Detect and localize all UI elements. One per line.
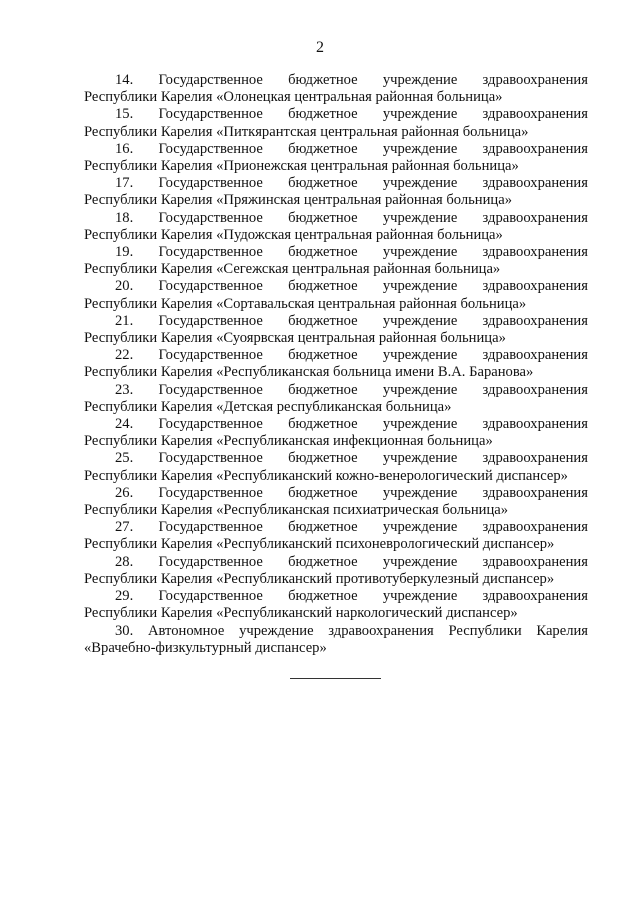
list-item-line1: [84, 382, 588, 399]
list-item-word: Государственное: [158, 140, 263, 157]
list-item-word: Государственное: [158, 484, 263, 501]
list-item-word: учреждение: [382, 209, 458, 226]
list-item-word: Государственное: [158, 416, 263, 433]
list-item-word: учреждение: [382, 106, 458, 123]
list-item-line1: [84, 416, 588, 433]
list-item-word: здравоохранения: [482, 347, 588, 364]
list-item-number: 16.: [115, 140, 134, 157]
list-item-line2: Республики Карелия «Республиканская больница имени В.А. Баранова»: [84, 364, 534, 381]
list-item-line2: Республики Карелия «Пряжинская центральная районная больница»: [84, 192, 512, 209]
list-item: [84, 382, 588, 416]
list-item-number: 23.: [115, 381, 134, 398]
list-item-word: учреждение: [382, 381, 458, 398]
list-item-number: 26.: [115, 484, 134, 501]
list-item-word: бюджетное: [288, 244, 358, 261]
list-item-word: здравоохранения: [482, 312, 588, 329]
list-item: [84, 106, 588, 140]
list-item: [84, 347, 588, 381]
list-item-line1: [84, 141, 588, 158]
list-item-word: здравоохранения: [482, 106, 588, 123]
list-item-word: учреждение: [382, 519, 458, 536]
list-item-word: бюджетное: [288, 140, 358, 157]
list-item-word: учреждение: [382, 347, 458, 364]
list-item: [84, 313, 588, 347]
list-item-line2: Республики Карелия «Олонецкая центральная районная больница»: [84, 89, 503, 106]
list-item-word: Государственное: [158, 347, 263, 364]
list-item-line2: Республики Карелия «Сортавальская центральная районная больница»: [84, 295, 527, 312]
list-item-number: 24.: [115, 416, 134, 433]
list-item: [84, 588, 588, 622]
list-item-line2: Республики Карелия «Республиканский наркологический диспансер»: [84, 605, 518, 622]
list-item-line2: Республики Карелия «Республиканская психиатрическая больница»: [84, 502, 509, 519]
list-item-word: здравоохранения: [482, 278, 588, 295]
list-item-word: учреждение: [382, 484, 458, 501]
list-item: [84, 175, 588, 209]
list-item-number: 20.: [115, 278, 134, 295]
list-item-word: Государственное: [158, 72, 263, 88]
list-item-word: Государственное: [158, 278, 263, 295]
list-item-word: здравоохранения: [482, 244, 588, 261]
list-item-word: здравоохранения: [482, 519, 588, 536]
list-item-word: бюджетное: [288, 175, 358, 192]
list-item-number: 28.: [115, 553, 134, 570]
list-item-number: 15.: [115, 106, 134, 123]
list-item-word: бюджетное: [288, 588, 358, 605]
list-item-word: Государственное: [158, 450, 263, 467]
list-item-word: учреждение: [382, 450, 458, 467]
list-item-line2: Республики Карелия «Детская республиканская больница»: [84, 398, 452, 415]
list-item-line1: [84, 175, 588, 192]
list-item-word: учреждение: [382, 244, 458, 261]
list-item-word: здравоохранения: [482, 72, 588, 88]
list-item-word: Государственное: [158, 209, 263, 226]
list-item-30: [84, 623, 588, 657]
list-item: [84, 141, 588, 175]
list-item-line1: [84, 106, 588, 123]
list-item-number: 18.: [115, 209, 134, 226]
list-item-word: учреждение: [382, 416, 458, 433]
list-item-word: бюджетное: [288, 484, 358, 501]
list-item-word: Государственное: [158, 381, 263, 398]
list-item-line2: Республики Карелия «Питкярантская центральная районная больница»: [84, 123, 529, 140]
list-item-word: учреждение: [382, 312, 458, 329]
list-item-word: учреждение: [382, 553, 458, 570]
list-item-line1: [84, 519, 588, 536]
list-item-word: бюджетное: [288, 312, 358, 329]
list-item-line1: [84, 72, 588, 89]
list-item-word: учреждение: [382, 278, 458, 295]
list-item-line2: Республики Карелия «Республиканская инфекционная больница»: [84, 433, 493, 450]
list-item-word: здравоохранения: [482, 175, 588, 192]
list-item-word: бюджетное: [288, 450, 358, 467]
list-item-word: бюджетное: [288, 106, 358, 123]
list-item-line1: [84, 485, 588, 502]
list-item-line1: [84, 588, 588, 605]
list-item-line1: [84, 278, 588, 295]
list-item-number: 14.: [115, 72, 134, 88]
list-item-number: 22.: [115, 347, 134, 364]
list-item-line2: Республики Карелия «Республиканский кожно-венерологический диспансер»: [84, 467, 568, 484]
list-item-word: Государственное: [158, 519, 263, 536]
list-item-word: Государственное: [158, 106, 263, 123]
list-item: [84, 554, 588, 588]
list-item-word: здравоохранения: [482, 140, 588, 157]
list-item-word: Государственное: [158, 553, 263, 570]
list-item-line1: [84, 347, 588, 364]
end-divider: [290, 678, 381, 679]
list-item-number: 19.: [115, 244, 134, 261]
list-item-line1: [84, 313, 588, 330]
list-item-word: бюджетное: [288, 381, 358, 398]
list-item-line2: Республики Карелия «Пудожская центральная районная больница»: [84, 226, 503, 243]
list-item: [84, 210, 588, 244]
list-item-line2: «Врачебно-физкультурный диспансер»: [84, 639, 327, 656]
list-item-word: учреждение: [382, 72, 458, 88]
list-item-word: бюджетное: [288, 278, 358, 295]
list-item-word: учреждение: [382, 588, 458, 605]
list-item-word: здравоохранения: [482, 416, 588, 433]
list-item-word: здравоохранения: [482, 450, 588, 467]
list-item-word: Государственное: [158, 588, 263, 605]
list-item-line1: [84, 450, 588, 467]
list-item-line2: Республики Карелия «Республиканский психоневрологический диспансер»: [84, 536, 555, 553]
list-item-number: 25.: [115, 450, 134, 467]
list-item-word: бюджетное: [288, 347, 358, 364]
list-item: [84, 244, 588, 278]
list-item: [84, 416, 588, 450]
list-item-word: Государственное: [158, 312, 263, 329]
list-item-word: здравоохранения: [482, 209, 588, 226]
list-item-line2: Республики Карелия «Суоярвская центральная районная больница»: [84, 330, 506, 347]
list-item-line2: Республики Карелия «Прионежская центральная районная больница»: [84, 158, 519, 175]
list-item: [84, 278, 588, 312]
list-item-word: учреждение: [382, 140, 458, 157]
list-item-word: бюджетное: [288, 519, 358, 536]
list-item-number: 17.: [115, 175, 134, 192]
list-item-number: 29.: [115, 588, 134, 605]
list-item-line2: Республики Карелия «Сегежская центральная районная больница»: [84, 261, 501, 278]
list-item-word: здравоохранения: [482, 484, 588, 501]
page-number: 2: [316, 39, 324, 56]
list-item-word: здравоохранения: [482, 381, 588, 398]
list-item-word: Государственное: [158, 175, 263, 192]
list-item-word: здравоохранения: [482, 553, 588, 570]
institution-list: [84, 72, 588, 657]
list-item-line1: [84, 244, 588, 261]
list-item-word: здравоохранения: [482, 588, 588, 605]
list-item: [84, 450, 588, 484]
list-item-text: 30. Автономное учреждение здравоохранения Республики Карелия: [115, 622, 588, 639]
list-item: [84, 72, 588, 106]
list-item-word: бюджетное: [288, 209, 358, 226]
list-item-word: бюджетное: [288, 72, 358, 88]
list-item-line1: [84, 554, 588, 571]
list-item-line1: [84, 210, 588, 227]
list-item-word: бюджетное: [288, 416, 358, 433]
list-item-number: 21.: [115, 312, 134, 329]
list-item-word: учреждение: [382, 175, 458, 192]
list-item-word: бюджетное: [288, 553, 358, 570]
list-item-line2: Республики Карелия «Республиканский противотуберкулезный диспансер»: [84, 570, 555, 587]
list-item: [84, 485, 588, 519]
list-item: [84, 519, 588, 553]
list-item-line1: [84, 623, 588, 640]
list-item-word: Государственное: [158, 244, 263, 261]
list-item-number: 27.: [115, 519, 134, 536]
